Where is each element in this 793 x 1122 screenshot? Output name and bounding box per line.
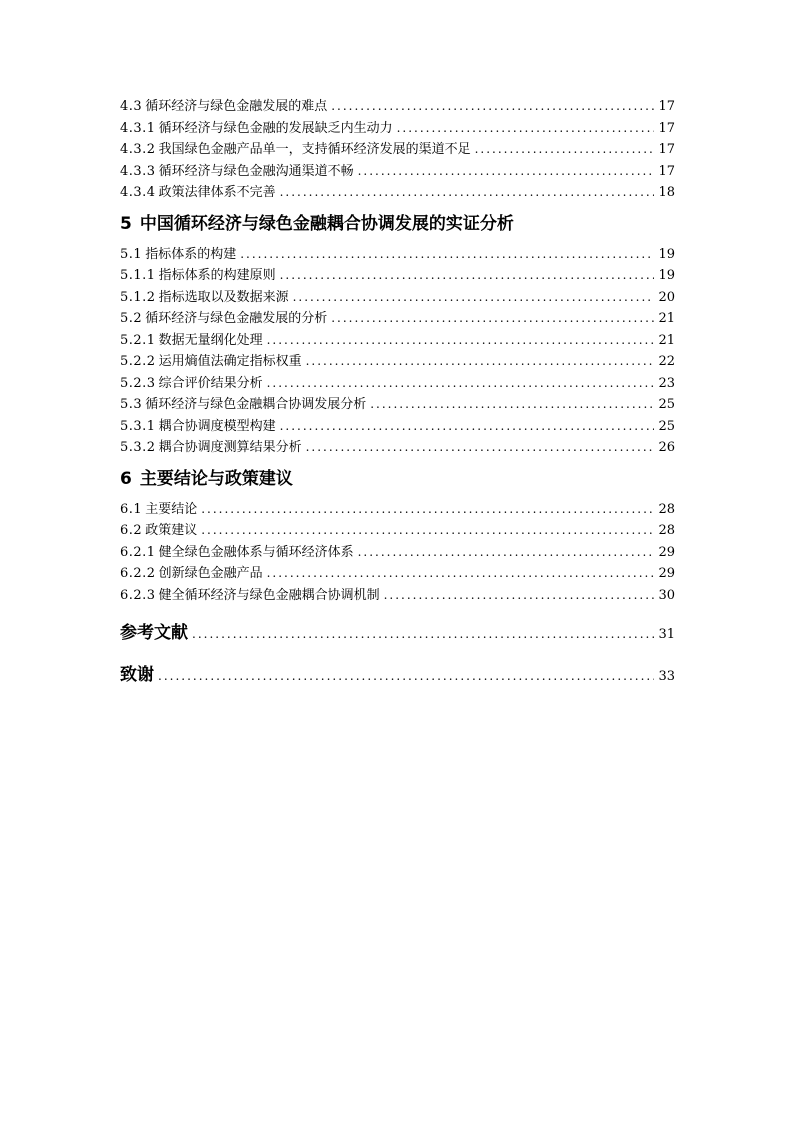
toc-leader-dots	[280, 182, 655, 204]
toc-entry-number: 4.3.3	[120, 163, 156, 179]
toc-entry[interactable]	[120, 563, 675, 585]
toc-leader-dots	[384, 585, 655, 607]
toc-leader-dots	[331, 96, 654, 118]
toc-leader-dots	[267, 330, 655, 352]
toc-entry-title: 循环经济与绿色金融耦合协调发展分析	[145, 397, 367, 412]
toc-entry-page: 25	[658, 418, 675, 434]
chapter-title: 主要结论与政策建议	[139, 468, 293, 489]
toc-entry-number: 4.3.1	[120, 120, 156, 136]
acknowledgements-page: 33	[658, 669, 675, 684]
toc-leader-dots	[267, 563, 655, 585]
toc-entry[interactable]	[120, 96, 675, 118]
toc-entry-number: 5.3.1	[120, 418, 156, 434]
toc-entry-page: 29	[658, 544, 675, 560]
toc-entry-number: 6.1	[120, 501, 143, 517]
toc-entry[interactable]	[120, 585, 675, 607]
toc-leader-dots	[240, 244, 654, 266]
toc-leader-dots	[280, 265, 655, 287]
toc-entry-page: 17	[658, 99, 675, 114]
toc-entry-number: 5.1.1	[120, 268, 156, 283]
toc-entry-number: 6.2	[120, 523, 143, 538]
toc-entry-page: 26	[658, 440, 675, 455]
acknowledgements-title: 致谢	[120, 665, 154, 685]
toc-entry-page: 17	[658, 120, 675, 136]
toc-entry[interactable]	[120, 373, 675, 395]
toc-leader-dots	[267, 373, 655, 395]
toc-entry-number: 5.2.2	[120, 354, 156, 369]
toc-entry[interactable]	[120, 118, 675, 140]
toc-entry-title: 循环经济与绿色金融沟通渠道不畅	[158, 163, 354, 179]
toc-leader-dots	[475, 139, 655, 161]
toc-entry[interactable]	[120, 416, 675, 438]
toc-entry-page: 19	[658, 268, 675, 283]
toc-entry[interactable]	[120, 330, 675, 352]
toc-leader-dots	[306, 437, 655, 459]
toc-entry-page: 20	[658, 289, 675, 305]
toc-entry-title: 综合评价结果分析	[158, 375, 263, 391]
toc-entry-page: 29	[658, 566, 675, 581]
toc-leader-dots	[370, 394, 654, 416]
toc-entry[interactable]	[120, 308, 675, 330]
toc-entry-page: 21	[658, 311, 675, 326]
toc-entry[interactable]	[120, 542, 675, 564]
toc-entry-page: 23	[658, 375, 675, 391]
toc-entry-title: 指标体系的构建原则	[158, 268, 276, 283]
references-title: 参考文献	[120, 623, 188, 643]
toc-entry-number: 5.3	[120, 397, 143, 412]
toc-entry-title: 运用熵值法确定指标权重	[158, 354, 302, 369]
toc-entry-title: 健全绿色金融体系与循环经济体系	[158, 544, 354, 560]
toc-leader-dots	[201, 499, 654, 521]
toc-entry-number: 5.1	[120, 246, 143, 262]
toc-entry[interactable]	[120, 161, 675, 183]
toc-entry-title: 政策建议	[145, 523, 198, 538]
toc-entry-number: 5.3.2	[120, 440, 156, 455]
toc-entry-title: 循环经济与绿色金融发展的分析	[145, 311, 328, 326]
toc-acknowledgements-entry[interactable]	[120, 658, 675, 692]
toc-entry-page: 21	[658, 332, 675, 348]
toc-leader-dots	[158, 669, 654, 683]
toc-entry-title: 指标体系的构建	[145, 246, 237, 262]
references-page: 31	[658, 627, 675, 642]
toc-entry-title: 健全循环经济与绿色金融耦合协调机制	[158, 587, 380, 603]
table-of-contents	[120, 96, 675, 692]
toc-entry-number: 6.2.3	[120, 587, 156, 603]
toc-entry-page: 28	[658, 523, 675, 538]
toc-entry-number: 5.2.3	[120, 375, 156, 391]
toc-entry-title: 数据无量纲化处理	[158, 332, 263, 348]
toc-entry-number: 4.3	[120, 99, 143, 114]
toc-leader-dots	[358, 542, 655, 564]
toc-entry-title: 主要结论	[145, 501, 198, 517]
toc-group-4-3	[120, 96, 675, 204]
toc-entry-title: 循环经济与绿色金融的发展缺乏内生动力	[158, 120, 393, 136]
toc-entry-page: 17	[658, 163, 675, 179]
toc-entry[interactable]	[120, 437, 675, 459]
toc-entry-page: 19	[658, 246, 675, 262]
toc-entry-title: 循环经济与绿色金融发展的难点	[145, 99, 328, 114]
toc-entry-number: 5.2.1	[120, 332, 156, 348]
toc-entry-title: 耦合协调度模型构建	[158, 418, 276, 434]
toc-entry-page: 30	[658, 587, 675, 603]
toc-entry-number: 6.2.1	[120, 544, 156, 560]
toc-entry-page: 22	[658, 354, 675, 369]
toc-entry-page: 17	[658, 142, 675, 157]
toc-entry[interactable]	[120, 394, 675, 416]
toc-entry-title: 指标选取以及数据来源	[158, 289, 289, 305]
toc-entry[interactable]	[120, 287, 675, 309]
toc-leader-dots	[280, 416, 655, 438]
toc-entry-page: 18	[658, 185, 675, 200]
toc-leader-dots	[358, 161, 655, 183]
toc-entry[interactable]	[120, 139, 675, 161]
toc-references-entry[interactable]	[120, 616, 675, 650]
toc-leader-dots	[201, 520, 654, 542]
toc-group-6	[120, 499, 675, 607]
chapter-title: 中国循环经济与绿色金融耦合协调发展的实证分析	[139, 213, 514, 234]
toc-leader-dots	[306, 351, 655, 373]
chapter-number: 5	[120, 213, 132, 234]
toc-chapter-heading[interactable]	[120, 208, 675, 240]
toc-leader-dots	[192, 627, 654, 641]
toc-entry-number: 5.1.2	[120, 289, 156, 305]
toc-leader-dots	[331, 308, 654, 330]
toc-entry-title: 创新绿色金融产品	[158, 566, 263, 581]
toc-entry-number: 5.2	[120, 311, 143, 326]
toc-entry-number: 6.2.2	[120, 566, 156, 581]
toc-entry-number: 4.3.4	[120, 185, 156, 200]
toc-entry[interactable]	[120, 182, 675, 204]
toc-leader-dots	[293, 287, 655, 309]
toc-entry[interactable]	[120, 351, 675, 373]
chapter-number: 6	[120, 468, 132, 489]
toc-chapter-heading[interactable]	[120, 463, 675, 495]
toc-entry-title: 政策法律体系不完善	[158, 185, 276, 200]
toc-entry-page: 25	[658, 397, 675, 412]
toc-entry[interactable]	[120, 520, 675, 542]
toc-entry[interactable]	[120, 499, 675, 521]
toc-entry[interactable]	[120, 265, 675, 287]
toc-entry-page: 28	[658, 501, 675, 517]
toc-entry-number: 4.3.2	[120, 142, 156, 157]
toc-group-5	[120, 244, 675, 459]
toc-entry-title: 我国绿色金融产品单一，支持循环经济发展的渠道不足	[158, 142, 471, 157]
toc-entry[interactable]	[120, 244, 675, 266]
toc-entry-title: 耦合协调度测算结果分析	[158, 440, 302, 455]
toc-leader-dots	[397, 118, 655, 140]
